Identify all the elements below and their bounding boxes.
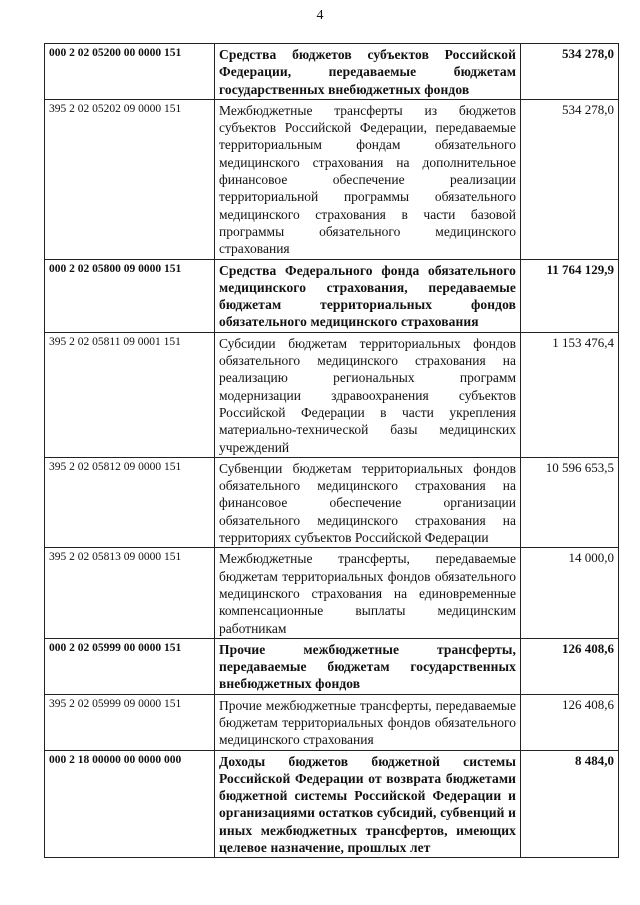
- table-row: [45, 99, 619, 259]
- item-name-cell: Субсидии бюджетам территориальных фондов обязательного медицинского страхования на реализацию региональных программ модернизации здравоохранения субъектов Российской Федерации в части укрепления материально-технической базы медицинских учреждений: [215, 332, 521, 457]
- page-number: 4: [316, 8, 324, 23]
- table-row: [45, 457, 619, 547]
- item-name-cell: Прочие межбюджетные трансферты, передаваемые бюджетам территориальных фондов обязательного медицинского страхования: [215, 694, 521, 750]
- amount-cell: 10 596 653,5: [521, 457, 619, 547]
- item-name-cell: Доходы бюджетов бюджетной системы Российской Федерации от возврата бюджетами бюджетной системы Российской Федерации и организациями остатков субсидий, субвенций и иных межбюджетных трансфертов, имеющих целевое назначение, прошлых лет: [215, 750, 521, 858]
- budget-code-cell: 000 2 02 05800 09 0000 151: [45, 259, 215, 332]
- budget-code-cell: 395 2 02 05202 09 0000 151: [45, 99, 215, 259]
- budget-code-cell: 395 2 02 05811 09 0001 151: [45, 332, 215, 457]
- table-row: [45, 694, 619, 750]
- budget-code-cell: 395 2 02 05812 09 0000 151: [45, 457, 215, 547]
- item-name-cell: Субвенции бюджетам территориальных фондов обязательного медицинского страхования на финансовое обеспечение организации обязательного медицинского страхования на территориях субъектов Российской Федерации: [215, 457, 521, 547]
- table-row: [45, 44, 619, 100]
- item-name-cell: Прочие межбюджетные трансферты, передаваемые бюджетам государственных внебюджетных фондов: [215, 638, 521, 694]
- table-row: [45, 548, 619, 638]
- budget-code-cell: 000 2 02 05200 00 0000 151: [45, 44, 215, 100]
- budget-code-cell: 395 2 02 05813 09 0000 151: [45, 548, 215, 638]
- budget-code-cell: 395 2 02 05999 09 0000 151: [45, 694, 215, 750]
- amount-cell: 8 484,0: [521, 750, 619, 858]
- amount-cell: 11 764 129,9: [521, 259, 619, 332]
- amount-cell: 534 278,0: [521, 99, 619, 259]
- budget-code-cell: 000 2 18 00000 00 0000 000: [45, 750, 215, 858]
- amount-cell: 534 278,0: [521, 44, 619, 100]
- table-row: [45, 259, 619, 332]
- amount-cell: 126 408,6: [521, 638, 619, 694]
- budget-code-cell: 000 2 02 05999 00 0000 151: [45, 638, 215, 694]
- table-row: [45, 332, 619, 457]
- item-name-cell: Межбюджетные трансферты из бюджетов субъектов Российской Федерации, передаваемые территориальным фондам обязательного медицинского страхования на дополнительное финансовое обеспечение реализации территориальной программы обязательного медицинского страхования в части базовой программы обязательного медицинского страхования: [215, 99, 521, 259]
- amount-cell: 1 153 476,4: [521, 332, 619, 457]
- table-body: [45, 44, 619, 858]
- item-name-cell: Средства бюджетов субъектов Российской Федерации, передаваемые бюджетам государственных внебюджетных фондов: [215, 44, 521, 100]
- item-name-cell: Межбюджетные трансферты, передаваемые бюджетам территориальных фондов обязательного медицинского страхования на единовременные компенсационные выплаты медицинским работникам: [215, 548, 521, 638]
- table-row: [45, 750, 619, 858]
- budget-revenue-table: [44, 43, 619, 858]
- amount-cell: 14 000,0: [521, 548, 619, 638]
- amount-cell: 126 408,6: [521, 694, 619, 750]
- table-row: [45, 638, 619, 694]
- item-name-cell: Средства Федерального фонда обязательного медицинского страхования, передаваемые бюджетам территориальных фондов обязательного медицинского страхования: [215, 259, 521, 332]
